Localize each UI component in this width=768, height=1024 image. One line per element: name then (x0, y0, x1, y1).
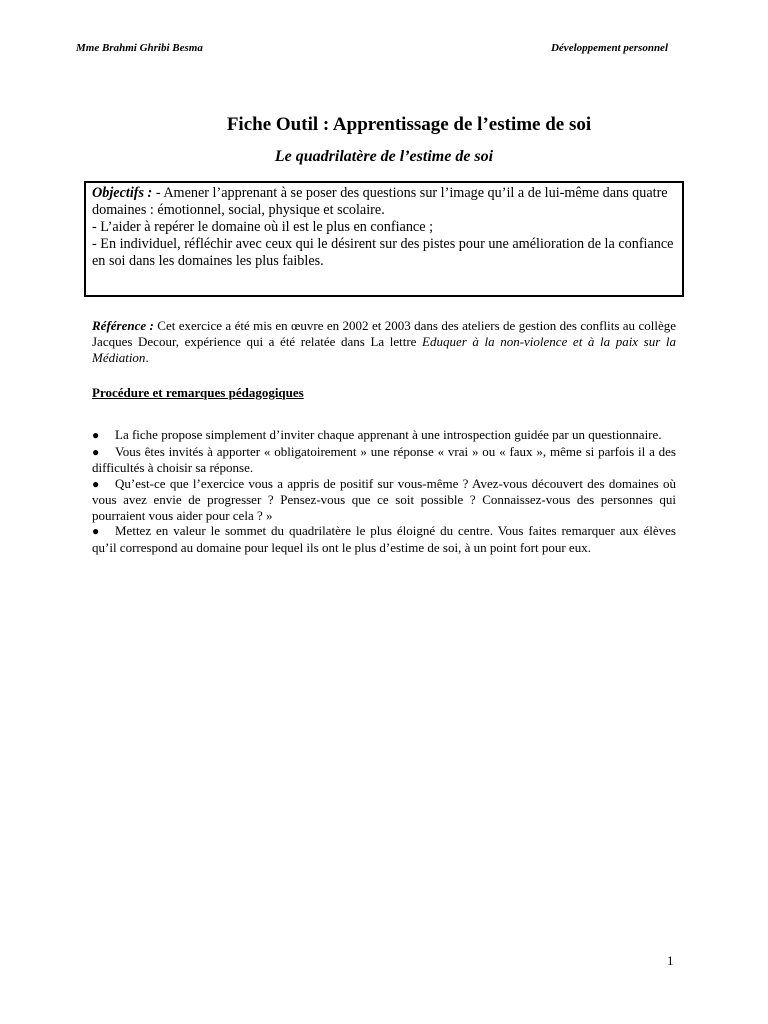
section-title: Procédure et remarques pédagogiques (92, 385, 304, 400)
bullet-icon: ● (92, 524, 100, 538)
document-subtitle: Le quadrilatère de l’estime de soi (274, 148, 494, 165)
bullet-text: Vous êtes invités à apporter « obligatoirement » une réponse « vrai » ou « faux », même si parfois il a des difficultés à choisir sa réponse. (92, 443, 676, 475)
header-author: Mme Brahmi Ghribi Besma (76, 42, 203, 54)
reference-paragraph (92, 318, 676, 366)
objectives-line-1 (92, 185, 676, 219)
bullet-text: La fiche propose simplement d’inviter chaque apprenant à une introspection guidée par un questionnaire. (115, 427, 662, 442)
bullet-icon: ● (92, 476, 100, 491)
objectives-line-3: - En individuel, réfléchir avec ceux qui le désirent sur des pistes pour une amélioration de la confiance en soi dans les domaines les plus faibles. (92, 236, 674, 269)
objectives-box (84, 181, 684, 297)
bullet-icon: ● (92, 444, 100, 459)
bullet-text: Mettez en valeur le sommet du quadrilatère le plus éloigné du centre. Vous faites remarquer aux élèves qu’il correspond au domaine pour lequel ils ont le plus d’estime de soi, à un point fort pour eux. (92, 523, 676, 555)
list-item (92, 444, 676, 476)
reference-text: Cet exercice a été mis en œuvre en 2002 et 2003 dans des ateliers de gestion des conflits au collège Jacques Decour, expérience qui a été relatée dans La lettre (92, 318, 676, 349)
bullet-text: Qu’est-ce que l’exercice vous a appris de positif sur vous-même ? Avez-vous découvert des domaines où vous avez envie de progresser ? Pensez-vous que ce soit possible ? Connaissez-vous des personnes qui pourraient vous aider pour cela ? » (92, 475, 676, 523)
list-item (92, 476, 676, 524)
reference-italic-title: Eduquer à la non-violence et à la paix sur la Médiation (92, 334, 676, 365)
objectives-label: Objectifs : (92, 185, 153, 201)
objectives-line-2: - L’aider à repérer le domaine où il est le plus en confiance ; (92, 219, 434, 235)
bullet-list (92, 427, 676, 555)
header-subject: Développement personnel (550, 42, 668, 54)
list-item (92, 523, 676, 555)
page-number: 1 (667, 953, 674, 968)
document-title: Fiche Outil : Apprentissage de l’estime de soi (226, 114, 592, 135)
reference-label: Référence : (92, 318, 154, 333)
bullet-icon: ● (92, 428, 100, 442)
list-item (92, 427, 676, 444)
objectives-text-1: - Amener l’apprenant à se poser des questions sur l’image qu’il a de lui-même dans quatre domaines : émotionnel, social, physique et scolaire. (92, 185, 668, 218)
reference-end: . (145, 350, 149, 365)
